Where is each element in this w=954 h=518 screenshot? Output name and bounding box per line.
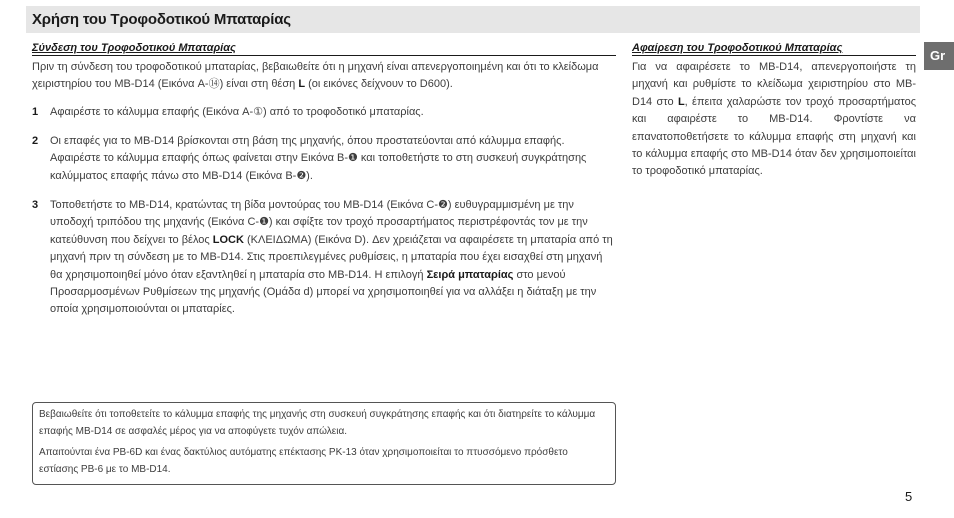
step-3-number: 3: [32, 199, 39, 211]
section-heading-remove: [632, 42, 916, 56]
remove-text-2: , έπειτα χαλαρώστε τον τροχό προσαρτήματος και αφαιρέστε το MB-D14. Φροντίστε να επανατοποθετήσετε το κάλυμμα επαφής στη μηχανή και το κάλυμμα επαφής στο MB-D14 όταν δεν χρησιμοποιείται το τροφοδοτικό μπαταρίας.: [632, 95, 916, 178]
step-3-battery-order-label: Σειρά μπαταρίας: [426, 268, 514, 281]
step-3-text-1: Τοποθετήστε το MB-D14, κρατώντας τη βίδα μοντούρας του MB-D14 (Εικόνα C-❷) ευθυγραμμισμένη με την υποδοχή τριπόδου της μηχανής (Εικόνα C-❶) και σφίξτε τον τροχό προσαρτήματος περιστρέφοντάς τον με την κατεύθυνση που δείχνει το βέλος: [50, 199, 588, 246]
step-1-text: Αφαιρέστε το κάλυμμα επαφής (Εικόνα A-①) από το τροφοδοτικό μπαταρίας.: [50, 106, 424, 118]
language-tab: Gr: [924, 42, 954, 70]
remove-lock-symbol: L: [677, 95, 685, 108]
step-1: [32, 104, 616, 121]
step-2: [32, 133, 616, 185]
title-bar: [26, 6, 920, 33]
intro-paragraph: [32, 59, 616, 94]
remove-paragraph: [632, 59, 916, 181]
remove-text-1: Για να αφαιρέσετε το MB-D14, απενεργοποιήστε τη μηχανή και ρυθμίστε το κλείδωμα χειριστηρίου στο MB-D14 στο: [632, 61, 916, 108]
step-3: [32, 197, 616, 319]
step-3-text-3: στο μενού Προσαρμοσμένων Ρυθμίσεων της μηχανής (Ομάδα d) μπορεί να χρησιμοποιηθεί για να αλλάξει η διάταξη με την οποία χρησιμοποιούνται οι μπαταρίες.: [50, 268, 597, 316]
step-3-text-2: (ΚΛΕΙΔΩΜΑ) (Εικόνα D). Δεν χρειάζεται να αφαιρέσετε τη μπαταρία από τη μηχανή πριν τη σύνδεση με το MB-D14. Στις προεπιλεγμένες ρυθμίσεις, η μπαταρία που έχει εισαχθεί στη μηχανή θα χρησιμοποιηθεί μόνο όταν εξαντληθεί η μπαταρία στο MB-D14. Η επιλογή: [50, 233, 613, 281]
section-heading-attach: [32, 42, 616, 56]
note-box: [32, 402, 616, 485]
step-1-number: 1: [32, 106, 39, 118]
section-heading-remove-text: Αφαίρεση του Τροφοδοτικού Μπαταρίας: [632, 42, 843, 54]
page-number: 5: [905, 489, 913, 504]
step-3-lock-label: LOCK: [212, 233, 244, 246]
section-heading-attach-text: Σύνδεση του Τροφοδοτικού Μπαταρίας: [32, 42, 236, 54]
intro-text-1: Πριν τη σύνδεση του τροφοδοτικού μπαταρίας, βεβαιωθείτε ότι η μηχανή είναι απενεργοποιημένη και ότι το κλείδωμα χειριστηρίου του MB-D14 (Εικόνα A-⑭) είναι στη θέση: [32, 61, 599, 91]
intro-text-2: (οι εικόνες δείχνουν το D600).: [305, 78, 453, 91]
note-1: Βεβαιωθείτε ότι τοποθετείτε το κάλυμμα επαφής της μηχανής στη συσκευή συγκράτησης επαφής και ότι διατηρείτε το κάλυμμα επαφής MB-D14 σε ασφαλές μέρος για να αποφύγετε τυχόν απώλεια.: [39, 409, 596, 437]
page-title: Χρήση του Τροφοδοτικού Μπαταρίας: [32, 11, 291, 28]
intro-lock-symbol: L: [298, 78, 306, 91]
step-2-text: Οι επαφές για το MB-D14 βρίσκονται στη βάση της μηχανής, όπου προστατεύονται από κάλυμμα επαφής. Αφαιρέστε το κάλυμμα επαφής όπως φαίνεται στην Εικόνα B-❶ και τοποθετήστε το στη συσκευή συγκράτησης καλύμματος επαφής πάνω στο MB-D14 (Εικόνα B-❷).: [50, 135, 587, 182]
step-2-number: 2: [32, 135, 39, 147]
note-2: Απαιτούνται ένα PB-6D και ένας δακτύλιος αυτόματης επέκτασης PK-13 όταν χρησιμοποιείται το πτυσσόμενο πρόσθετο εστίασης PB-6 με το MB-D14.: [39, 447, 568, 475]
